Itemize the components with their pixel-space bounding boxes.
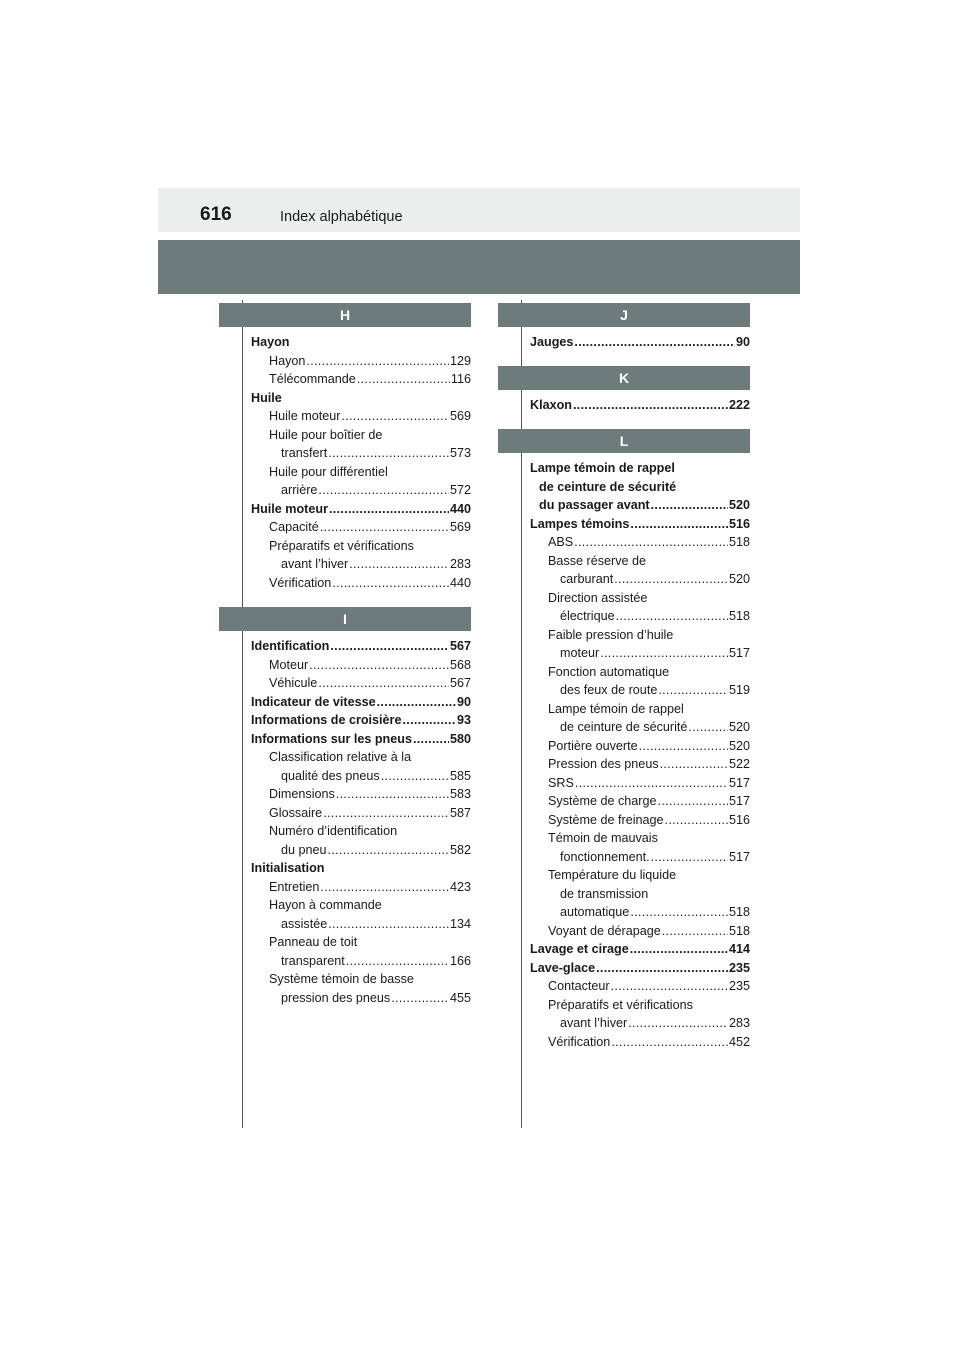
entry-text: Huile moteur (269, 409, 341, 423)
section-letter-bar: L (498, 429, 750, 453)
index-sub-entry (530, 774, 750, 793)
entry-text: fonctionnement. (560, 849, 650, 864)
entry-text: Lampes témoins (530, 516, 630, 531)
entry-page-number: 567 (449, 676, 471, 690)
entry-page-number: 90 (456, 694, 471, 709)
entry-text: Numéro d’identification (269, 824, 398, 838)
entry-text: avant l’hiver (281, 557, 349, 571)
index-sub-entry (251, 407, 471, 426)
entry-text: Voyant de dérapage (548, 923, 661, 938)
index-sub-entry (251, 785, 471, 804)
entry-page-number: 283 (728, 1016, 750, 1030)
entry-page-number: 518 (728, 535, 750, 549)
entry-text: Système témoin de basse (269, 972, 414, 986)
leader-dots (650, 496, 728, 515)
index-sub-entry (530, 996, 750, 1033)
leader-dots (322, 804, 449, 823)
leader-dots (615, 607, 728, 626)
column-rule-right (521, 300, 522, 1128)
leader-dots (348, 555, 449, 574)
index-section-h (251, 303, 471, 592)
entry-text: Jauges (530, 335, 574, 349)
leader-dots (317, 674, 449, 693)
leader-dots (356, 370, 450, 389)
leader-dots (327, 841, 449, 860)
entry-page-number: 520 (728, 572, 750, 586)
index-sub-entry (251, 896, 471, 933)
index-sub-entry (530, 811, 750, 830)
entry-page-number: 423 (449, 879, 471, 894)
entry-text: Panneau de toit (269, 935, 358, 949)
leader-dots (610, 977, 728, 996)
entry-text: Moteur (269, 657, 309, 672)
page-title: Index alphabétique (280, 209, 403, 225)
index-sub-entry (530, 755, 750, 774)
leader-dots (319, 878, 449, 897)
leader-dots (340, 407, 449, 426)
entry-page-number: 134 (449, 916, 471, 931)
entry-page-number: 90 (735, 335, 750, 349)
index-sub-entry (251, 518, 471, 537)
entry-page-number: 440 (449, 575, 471, 590)
entry-text: de ceinture de sécurité (539, 479, 677, 494)
entry-text: Fonction automatique (548, 664, 670, 679)
entry-page-number: 568 (449, 657, 471, 672)
index-sub-entry (530, 792, 750, 811)
entry-text: transfert (281, 446, 328, 460)
leader-dots (573, 333, 735, 352)
entry-page-number: 520 (728, 720, 750, 734)
entry-text: Lampe témoin de rappel (530, 461, 675, 475)
entry-text: ABS (548, 535, 574, 549)
leader-dots (345, 952, 449, 971)
entry-text: pression des pneus (281, 990, 391, 1005)
entry-page-number: 235 (728, 979, 750, 993)
entry-page-number: 573 (449, 446, 471, 460)
entry-text: Huile pour boîtier de (269, 427, 383, 442)
entry-text: Contacteur (548, 979, 610, 993)
entry-text: automatique (560, 905, 630, 919)
entry-page-number: 520 (728, 498, 750, 512)
leader-dots (335, 785, 449, 804)
index-main-entry (251, 500, 471, 519)
index-main-entry (530, 333, 750, 352)
entry-text: de transmission (560, 886, 649, 901)
entry-text: arrière (281, 483, 318, 497)
index-main-entry (251, 389, 471, 408)
entry-page-number: 516 (728, 516, 750, 531)
index-main-entry (251, 730, 471, 749)
entry-text: Entretien (269, 879, 320, 894)
entry-text: SRS (548, 775, 574, 790)
leader-dots (687, 718, 728, 737)
entry-text: électrique (560, 609, 615, 623)
entry-page-number: 517 (728, 775, 750, 790)
entry-text: Véhicule (269, 676, 318, 690)
entry-text: Lavage et cirage (530, 942, 629, 956)
entry-text: Température du liquide (548, 868, 677, 882)
index-sub-entry (251, 748, 471, 785)
entry-page-number: 166 (449, 953, 471, 968)
index-sub-entry (530, 1033, 750, 1052)
entry-text: Capacité (269, 520, 319, 534)
entry-text: Basse réserve de (548, 553, 647, 568)
entry-page-number: 517 (728, 794, 750, 808)
index-section-j (530, 303, 750, 352)
leader-dots (376, 693, 456, 712)
entry-text: Initialisation (251, 861, 325, 875)
entry-text: transparent (281, 953, 345, 968)
index-section-i (251, 607, 471, 1007)
leader-dots (657, 681, 728, 700)
entry-text: Hayon à commande (269, 898, 382, 912)
entry-page-number: 129 (449, 353, 471, 368)
index-sub-entry (530, 663, 750, 700)
entry-text: Faible pression d’huile (548, 627, 674, 642)
index-main-entry (530, 959, 750, 978)
entry-text: Huile pour différentiel (269, 464, 388, 479)
leader-dots (327, 444, 449, 463)
index-main-entry (530, 515, 750, 534)
entry-text: assistée (281, 916, 328, 931)
leader-dots (380, 767, 449, 786)
entry-text: carburant (560, 572, 614, 586)
index-main-entry (251, 711, 471, 730)
leader-dots (650, 848, 728, 867)
entry-page-number: 235 (728, 960, 750, 975)
entry-page-number: 283 (449, 557, 471, 571)
page-number: 616 (200, 204, 232, 225)
entry-text: Informations sur les pneus (251, 731, 412, 746)
index-sub-entry (530, 533, 750, 552)
leader-dots (629, 940, 728, 959)
index-sub-entry (251, 674, 471, 693)
entry-page-number: 580 (449, 731, 471, 746)
index-sub-entry (530, 866, 750, 922)
entry-text: Hayon (251, 335, 290, 349)
entry-page-number: 414 (728, 942, 750, 956)
leader-dots (308, 656, 449, 675)
index-sub-entry (530, 737, 750, 756)
entry-text: avant l’hiver (560, 1016, 628, 1030)
leader-dots (599, 644, 728, 663)
leader-dots (595, 959, 728, 978)
index-main-entry (530, 396, 750, 415)
index-sub-entry (251, 878, 471, 897)
entry-page-number: 569 (449, 520, 471, 534)
entry-page-number: 518 (728, 923, 750, 938)
leader-dots (317, 481, 449, 500)
entry-page-number: 93 (456, 713, 471, 727)
entry-text: Préparatifs et vérifications (269, 538, 414, 553)
section-letter-bar: I (219, 607, 471, 631)
entry-text: Système de freinage (548, 812, 664, 827)
leader-dots (327, 915, 449, 934)
index-main-entry (251, 859, 471, 878)
entry-text: du passager avant (539, 498, 650, 512)
index-sub-entry (251, 804, 471, 823)
index-sub-entry (251, 574, 471, 593)
index-sub-entry (251, 426, 471, 463)
entry-text: Lampe témoin de rappel (548, 701, 684, 716)
leader-dots (319, 518, 449, 537)
entry-text: Témoin de mauvais (548, 831, 658, 845)
entry-text: Klaxon (530, 398, 572, 412)
entry-text: Portière ouverte (548, 738, 638, 753)
index-sub-entry (251, 822, 471, 859)
index-sub-entry (251, 463, 471, 500)
index-sub-entry (530, 977, 750, 996)
entry-text: Pression des pneus (548, 757, 659, 771)
entry-text: Télécommande (269, 372, 356, 386)
entry-text: Huile (251, 390, 282, 405)
entry-text: du pneu (281, 842, 327, 857)
entry-text: moteur (560, 646, 600, 660)
index-sub-entry (530, 922, 750, 941)
index-sub-entry (530, 829, 750, 866)
entry-page-number: 519 (728, 683, 750, 697)
entry-page-number: 569 (449, 409, 471, 423)
leader-dots (572, 396, 728, 415)
index-main-entry (530, 940, 750, 959)
index-sub-entry (530, 552, 750, 589)
index-sub-entry (251, 370, 471, 389)
leader-dots (629, 515, 728, 534)
entry-text: Dimensions (269, 787, 335, 801)
entry-page-number: 572 (449, 483, 471, 497)
entry-page-number: 585 (449, 768, 471, 783)
entry-page-number: 567 (449, 639, 471, 653)
entry-text: Vérification (269, 575, 332, 590)
leader-dots (627, 1014, 728, 1033)
index-section-l (530, 429, 750, 1051)
entry-text: Système de charge (548, 794, 657, 808)
entry-page-number: 522 (728, 757, 750, 771)
entry-page-number: 583 (449, 787, 471, 801)
entry-page-number: 222 (728, 398, 750, 412)
index-main-entry (251, 693, 471, 712)
entry-text: Hayon (269, 353, 306, 368)
entry-page-number: 452 (728, 1034, 750, 1049)
index-sub-entry (251, 933, 471, 970)
leader-dots (401, 711, 456, 730)
index-sub-entry (251, 537, 471, 574)
index-sub-entry (530, 700, 750, 737)
index-sub-entry (530, 626, 750, 663)
index-sub-entry (251, 352, 471, 371)
entry-text: Indicateur de vitesse (251, 694, 376, 709)
header-bar (158, 188, 800, 232)
entry-page-number: 517 (728, 646, 750, 660)
leader-dots (610, 1033, 728, 1052)
section-letter-bar: H (219, 303, 471, 327)
index-main-entry (251, 333, 471, 352)
entry-text: Direction assistée (548, 590, 648, 605)
leader-dots (629, 903, 728, 922)
entry-text: Préparatifs et vérifications (548, 997, 693, 1012)
leader-dots (328, 500, 449, 519)
entry-page-number: 520 (728, 738, 750, 753)
leader-dots (573, 533, 728, 552)
entry-page-number: 517 (728, 849, 750, 864)
entry-text: qualité des pneus (281, 768, 380, 783)
section-letter-bar: J (498, 303, 750, 327)
entry-page-number: 455 (449, 990, 471, 1005)
leader-dots (305, 352, 449, 371)
index-sub-entry (530, 589, 750, 626)
index-main-entry (251, 637, 471, 656)
entry-text: Identification (251, 639, 330, 653)
leader-dots (657, 792, 728, 811)
entry-text: Huile moteur (251, 501, 328, 516)
leader-dots (574, 774, 728, 793)
entry-page-number: 518 (728, 905, 750, 919)
entry-text: de ceinture de sécurité (560, 720, 688, 734)
entry-page-number: 582 (449, 842, 471, 857)
entry-page-number: 587 (449, 805, 471, 820)
entry-page-number: 440 (449, 501, 471, 516)
leader-dots (412, 730, 449, 749)
entry-text: Glossaire (269, 805, 323, 820)
entry-page-number: 518 (728, 609, 750, 623)
entry-text: des feux de route (560, 683, 658, 697)
leader-dots (613, 570, 728, 589)
leader-dots (638, 737, 728, 756)
entry-page-number: 116 (450, 372, 471, 386)
leader-dots (659, 755, 728, 774)
leader-dots (331, 574, 449, 593)
leader-dots (390, 989, 449, 1008)
leader-dots (664, 811, 728, 830)
index-sub-entry (251, 970, 471, 1007)
index-section-k (530, 366, 750, 415)
section-letter-bar: K (498, 366, 750, 390)
leader-dots (661, 922, 728, 941)
index-main-entry (530, 459, 750, 515)
index-sub-entry (251, 656, 471, 675)
column-rule-left (242, 300, 243, 1128)
header-band (158, 240, 800, 294)
leader-dots (329, 637, 449, 656)
entry-text: Lave-glace (530, 960, 596, 975)
entry-text: Classification relative à la (269, 750, 412, 764)
entry-text: Vérification (548, 1034, 611, 1049)
entry-text: Informations de croisière (251, 713, 402, 727)
entry-page-number: 516 (728, 812, 750, 827)
